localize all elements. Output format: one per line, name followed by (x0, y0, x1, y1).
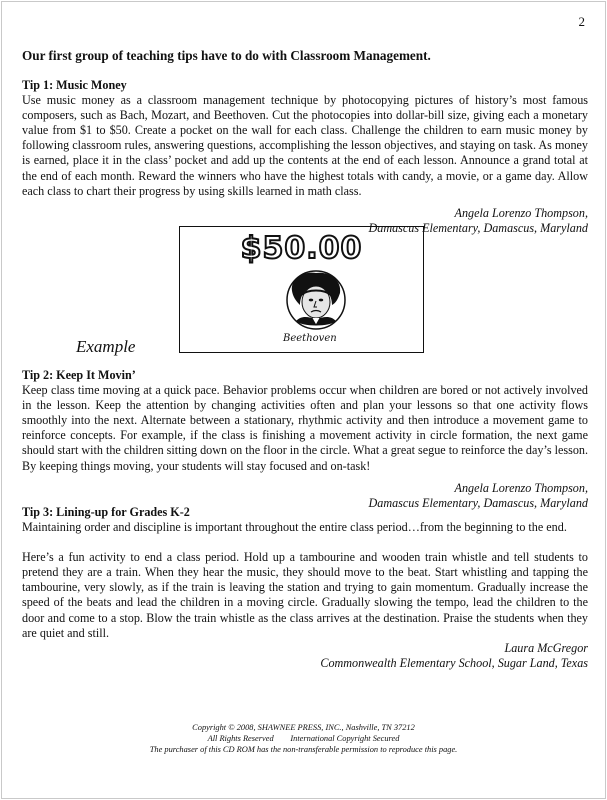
page-number: 2 (578, 14, 585, 29)
music-money-bill (179, 226, 424, 353)
tip-2 (22, 368, 588, 511)
tip-2-author: Angela Lorenzo Thompson, (454, 480, 588, 495)
tip-3-paragraph-2: Here’s a fun activity to end a class period. Hold up a tambourine and wooden train whistle and tell students to pretend they are a train. When they hear the music, they should move to the beat. Start whistling and tapping the tambourine, very slowly, as if the train is leaving the station and trying to gain momentum. Gradually increase the speed of the beats and lead the children in a moving circle. Gradually slowing the tempo, lead the children to the door and come to a stop. Blow the train whistle as the class arrives at the destination. Praise the students when they are quiet and still. (22, 550, 588, 640)
tip-3-author: Laura McGregor (504, 640, 588, 655)
bill-signature: Beethoven (283, 333, 337, 344)
tip-2-title: Tip 2: Keep It Movin’ (22, 368, 136, 382)
tip-1-author: Angela Lorenzo Thompson, (454, 205, 588, 220)
tip-3 (22, 505, 588, 671)
footer-rights: All Rights Reserved International Copyright Secured (207, 734, 400, 743)
tip-1 (22, 78, 588, 236)
footer-copyright: Copyright © 2008, SHAWNEE PRESS, INC., Nashville, TN 37212 (192, 723, 415, 732)
tip-1-school: Damascus Elementary, Damascus, Maryland (368, 220, 588, 235)
tip-2-school: Damascus Elementary, Damascus, Maryland (368, 495, 588, 510)
tip-3-title: Tip 3: Lining-up for Grades K-2 (22, 505, 190, 519)
tip-3-school: Commonwealth Elementary School, Sugar Land, Texas (320, 655, 588, 670)
tip-2-paragraph: Keep class time moving at a quick pace. Behavior problems occur when children are bored or not actively involved in the lesson. Keep the attention by changing activities often and plan your lessons so that one activity flows smoothly into the next. Alternate between a stationary, rhythmic activity and then introduce a movement game to reinforce concepts. For example, if the class is finishing a movement activity in circle formation, the next game should start with the children sitting down on the floor in the circle. What a great segue to reinforce the day’s lesson. By keeping things moving, your students will stay focused and on-task! (22, 383, 588, 473)
tip-3-paragraph-1: Maintaining order and discipline is important throughout the entire class period…from the beginning to the end. (22, 520, 567, 535)
page-heading: Our first group of teaching tips have to do with Classroom Management. (22, 48, 431, 63)
tip-3-attribution (22, 641, 588, 671)
copyright-footer (0, 722, 607, 755)
bill-amount: $50.00 (240, 231, 363, 266)
example-label: Example (76, 337, 136, 356)
footer-permission: The purchaser of this CD ROM has the non-transferable permission to reproduce this page. (149, 745, 458, 754)
beethoven-portrait-icon (286, 269, 346, 331)
tip-1-paragraph: Use music money as a classroom management technique by photocopying pictures of history’s most famous composers, such as Bach, Mozart, and Beethoven. Cut the photocopies into dollar-bill size, giving each a monetary value from $1 to $50. Create a pocket on the wall for each class. Challenge the children to earn music money by following classroom rules, answering questions, accomplishing the lesson objectives, and staying on task. As money is earned, place it in the class’ pocket and add up the contents at the end of each lesson. Announce a grand total at the end of each month. Reward the winners who have the highest totals with candy, a movie, or a game day. Allow each class to chart their progress by using skills learned in math class. (22, 93, 588, 198)
tip-1-title: Tip 1: Music Money (22, 78, 127, 92)
